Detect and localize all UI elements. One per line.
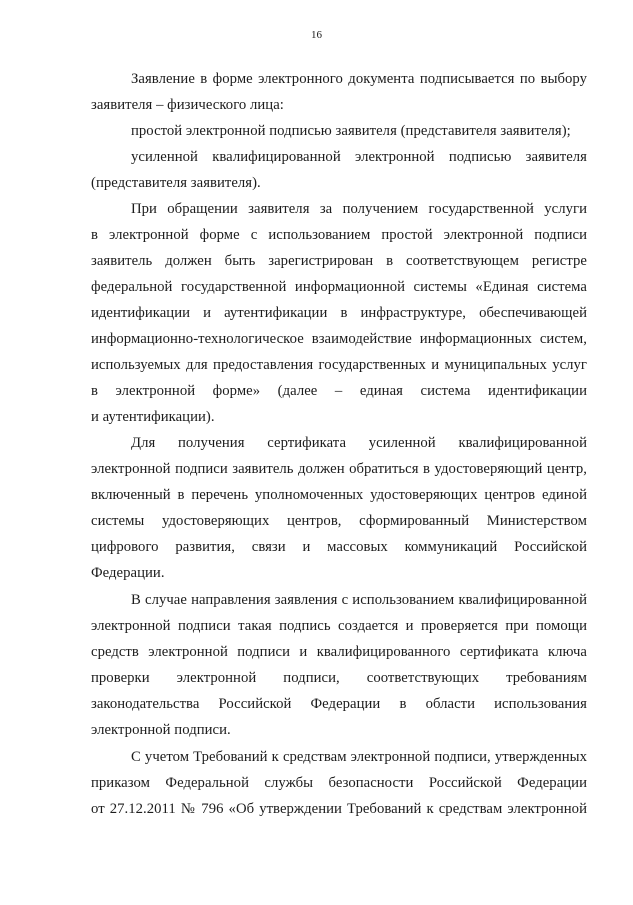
- text-line: информационно-технологическое взаимодействие информационных систем,: [91, 331, 587, 347]
- text-line: усиленной квалифицированной электронной подписью заявителя: [131, 149, 587, 165]
- page-number: 16: [311, 29, 322, 41]
- text-line: простой электронной подписью заявителя (представителя заявителя);: [131, 123, 571, 139]
- text-line: (представителя заявителя).: [91, 175, 261, 191]
- text-line: заявителя – физического лица:: [91, 97, 284, 113]
- text-line: системы удостоверяющих центров, сформированный Министерством: [91, 513, 587, 529]
- text-line: С учетом Требований к средствам электронной подписи, утвержденных: [131, 749, 587, 765]
- text-line: в электронной форме» (далее – единая система идентификации: [91, 383, 587, 399]
- text-line: проверки электронной подписи, соответствующих требованиям: [91, 670, 587, 686]
- text-line: электронной подписи такая подпись создается и проверяется при помощи: [91, 618, 587, 634]
- text-line: электронной подписи заявитель должен обратиться в удостоверяющий центр,: [91, 461, 587, 477]
- text-line: заявитель должен быть зарегистрирован в соответствующем регистре: [91, 253, 587, 269]
- paragraph-qualified-signature: [91, 144, 587, 196]
- text-line: и аутентификации).: [91, 409, 215, 425]
- text-line: средств электронной подписи и квалифицированного сертификата ключа: [91, 644, 587, 660]
- text-line: Федерации.: [91, 565, 165, 581]
- paragraph-qualified-verification: [91, 587, 587, 743]
- text-line: При обращении заявителя за получением государственной услуги: [131, 201, 587, 217]
- text-line: федеральной государственной информационной системы «Единая система: [91, 279, 587, 295]
- text-line: приказом Федеральной службы безопасности Российской Федерации: [91, 775, 587, 791]
- text-line: в электронной форме с использованием простой электронной подписи: [91, 227, 587, 243]
- text-line: В случае направления заявления с использованием квалифицированной: [131, 592, 587, 608]
- text-line: электронной подписи.: [91, 722, 231, 738]
- paragraph-simple-signature: [91, 118, 587, 144]
- text-line: от 27.12.2011 № 796 «Об утверждении Требований к средствам электронной: [91, 801, 587, 817]
- paragraph-fsb-requirements: [91, 744, 587, 822]
- text-line: Для получения сертификата усиленной квалифицированной: [131, 435, 587, 451]
- text-line: Заявление в форме электронного документа подписывается по выбору: [131, 71, 587, 87]
- paragraph-esia-registration: [91, 196, 587, 430]
- text-line: законодательства Российской Федерации в области использования: [91, 696, 587, 712]
- text-line: идентификации и аутентификации в инфраструктуре, обеспечивающей: [91, 305, 587, 321]
- paragraph-certificate: [91, 430, 587, 586]
- text-line: используемых для предоставления государственных и муниципальных услуг: [91, 357, 587, 373]
- text-line: цифрового развития, связи и массовых коммуникаций Российской: [91, 539, 587, 555]
- text-line: включенный в перечень уполномоченных удостоверяющих центров единой: [91, 487, 587, 503]
- paragraph-electronic-document-signature: [91, 66, 587, 118]
